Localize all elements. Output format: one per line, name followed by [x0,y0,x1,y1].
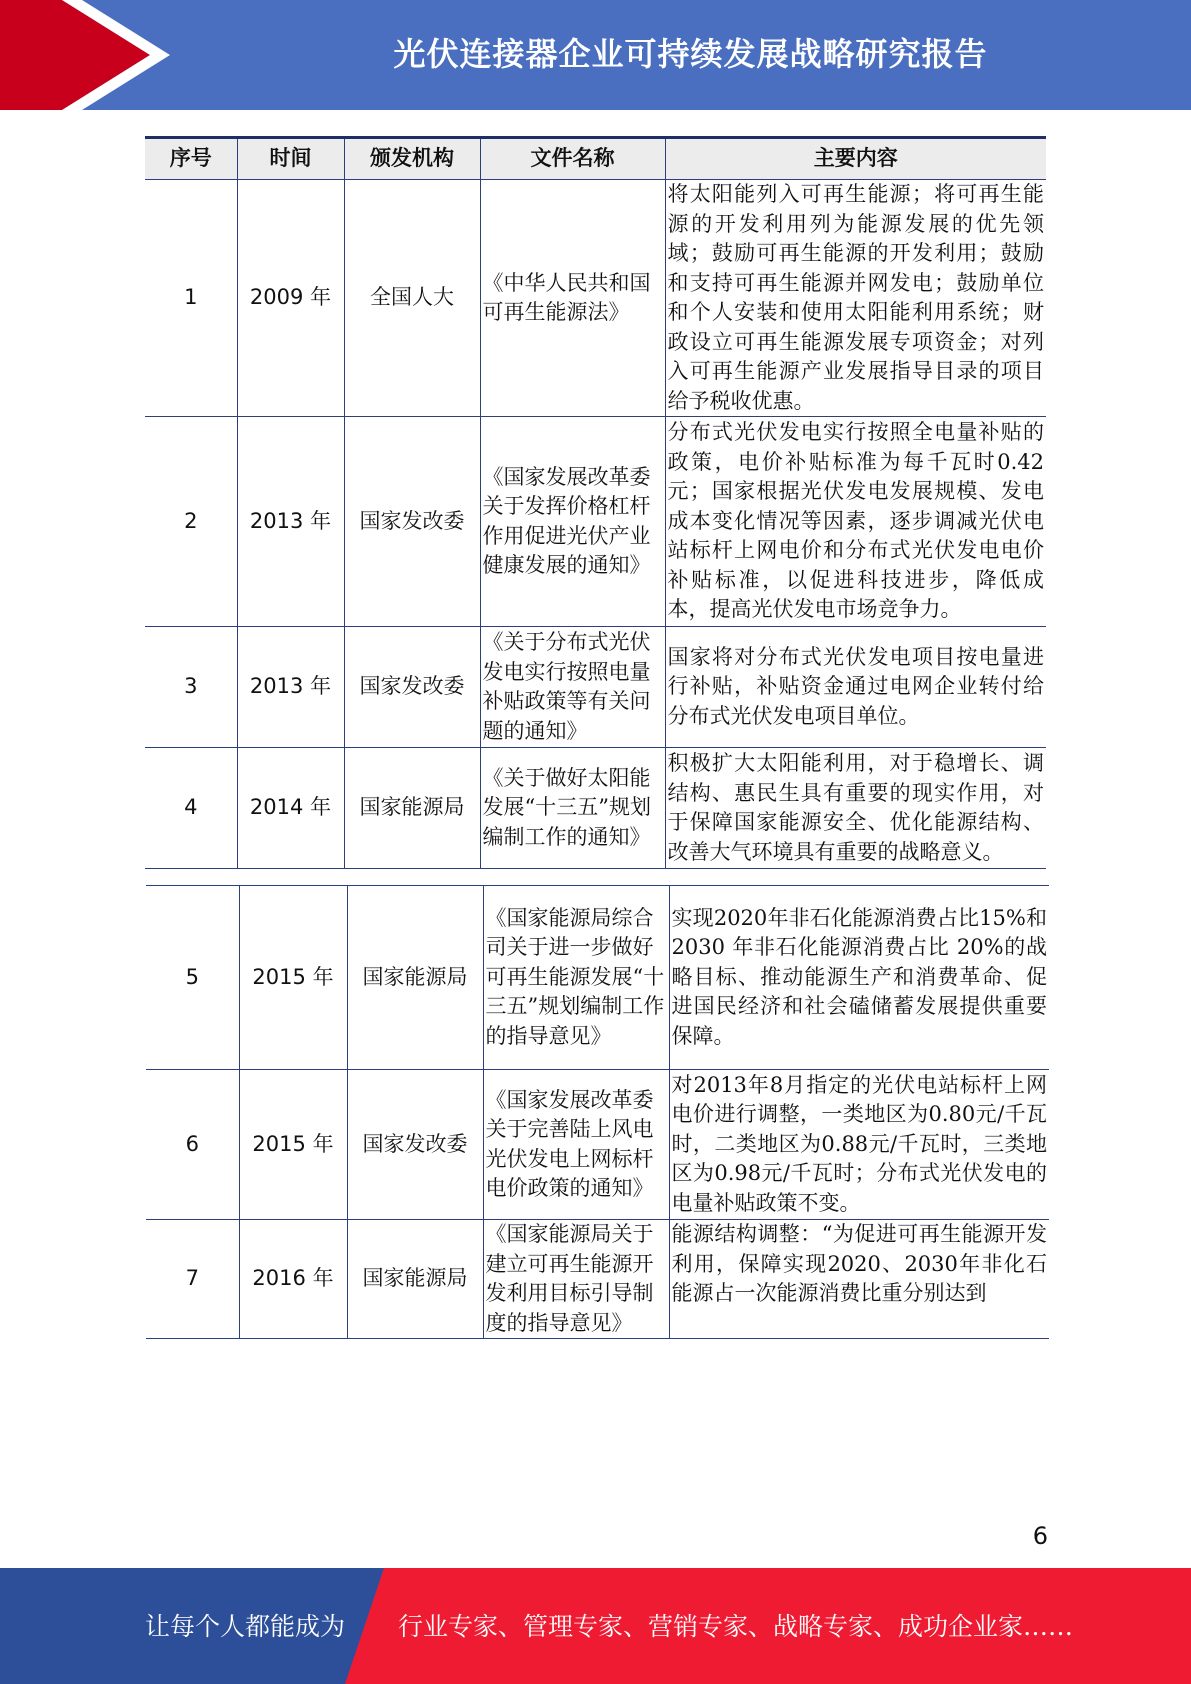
row-number: 1 [145,180,237,417]
footer-slogan-left: 让每个人都能成为 [145,1612,346,1641]
column-header-no: 序号 [145,138,237,180]
row-document: 《国家发展改革委关于发挥价格杠杆作用促进光伏产业健康发展的通知》 [480,417,665,627]
table-row [146,886,1049,1070]
row-number: 2 [145,417,237,627]
row-content: 实现2020年非石化能源消费占比15%和 2030 年非石化能源消费占比 20%的战略目标、推动能源生产和消费革命、促进国民经济和社会磕储蓄发展提供重要保障。 [669,886,1049,1070]
page-footer [0,1568,1191,1684]
row-content: 对2013年8月指定的光伏电站标杆上网电价进行调整，一类地区为0.80元/千瓦时，二类地区为0.88元/千瓦时，三类地区为0.98元/千瓦时；分布式光伏发电的电量补贴政策不变。 [669,1070,1049,1220]
table-row [146,1220,1049,1339]
row-year: 2015 年 [239,1070,347,1220]
table-header-row [145,138,1046,180]
row-number: 4 [145,748,237,869]
row-year: 2015 年 [239,886,347,1070]
row-issuer: 全国人大 [344,180,480,417]
report-title: 光伏连接器企业可持续发展战略研究报告 [393,35,988,73]
row-content: 能源结构调整：“为促进可再生能源开发利用，保障实现2020、2030年非化石能源占一次能源消费比重分别达到 [669,1220,1049,1339]
row-document: 《国家发展改革委关于完善陆上风电光伏发电上网标杆电价政策的通知》 [483,1070,669,1220]
row-year: 2013 年 [237,417,344,627]
row-issuer: 国家发改委 [344,417,480,627]
row-number: 7 [146,1220,239,1339]
policy-table-part-1 [145,136,1046,869]
column-header-document: 文件名称 [480,138,665,180]
row-content: 分布式光伏发电实行按照全电量补贴的政策，电价补贴标准为每千瓦时0.42元；国家根据光伏发电发展规模、发电成本变化情况等因素，逐步调减光伏电站标杆上网电价和分布式光伏发电电价补贴标准，以促进科技进步，降低成本，提高光伏发电市场竞争力。 [665,417,1046,627]
row-document: 《国家能源局关于建立可再生能源开发利用目标引导制度的指导意见》 [483,1220,669,1339]
row-issuer: 国家发改委 [347,1070,483,1220]
row-content: 国家将对分布式光伏发电项目按电量进行补贴，补贴资金通过电网企业转付给分布式光伏发电项目单位。 [665,627,1046,748]
row-content: 将太阳能列入可再生能源；将可再生能源的开发利用列为能源发展的优先领域；鼓励可再生能源的开发利用；鼓励和支持可再生能源并网发电；鼓励单位和个人安装和使用太阳能利用系统；财政设立可再生能源发展专项资金；对列入可再生能源产业发展指导目录的项目给予税收优惠。 [665,180,1046,417]
table-row [145,748,1046,869]
row-issuer: 国家能源局 [344,748,480,869]
row-number: 6 [146,1070,239,1220]
row-document: 《国家能源局综合司关于进一步做好可再生能源发展“十三五”规划编制工作的指导意见》 [483,886,669,1070]
row-year: 2016 年 [239,1220,347,1339]
row-document: 《关于分布式光伏发电实行按照电量补贴政策等有关问题的通知》 [480,627,665,748]
column-header-issuer: 颁发机构 [344,138,480,180]
row-year: 2014 年 [237,748,344,869]
row-issuer: 国家发改委 [344,627,480,748]
row-content: 积极扩大太阳能利用，对于稳增长、调结构、惠民生具有重要的现实作用，对于保障国家能源安全、优化能源结构、改善大气环境具有重要的战略意义。 [665,748,1046,869]
table-row [145,180,1046,417]
policy-table-part-2 [146,885,1049,1339]
table-row [146,1070,1049,1220]
row-year: 2009 年 [237,180,344,417]
footer-slogan-right: 行业专家、管理专家、营销专家、战略专家、成功企业家…… [398,1612,1074,1641]
column-header-content: 主要内容 [665,138,1046,180]
row-issuer: 国家能源局 [347,886,483,1070]
column-header-time: 时间 [237,138,344,180]
row-number: 5 [146,886,239,1070]
table-row [145,417,1046,627]
row-issuer: 国家能源局 [347,1220,483,1339]
row-document: 《关于做好太阳能发展“十三五”规划编制工作的通知》 [480,748,665,869]
row-number: 3 [145,627,237,748]
page-number: 6 [1032,1522,1048,1550]
page-header [0,0,1191,110]
row-document: 《中华人民共和国可再生能源法》 [480,180,665,417]
table-row [145,627,1046,748]
row-year: 2013 年 [237,627,344,748]
